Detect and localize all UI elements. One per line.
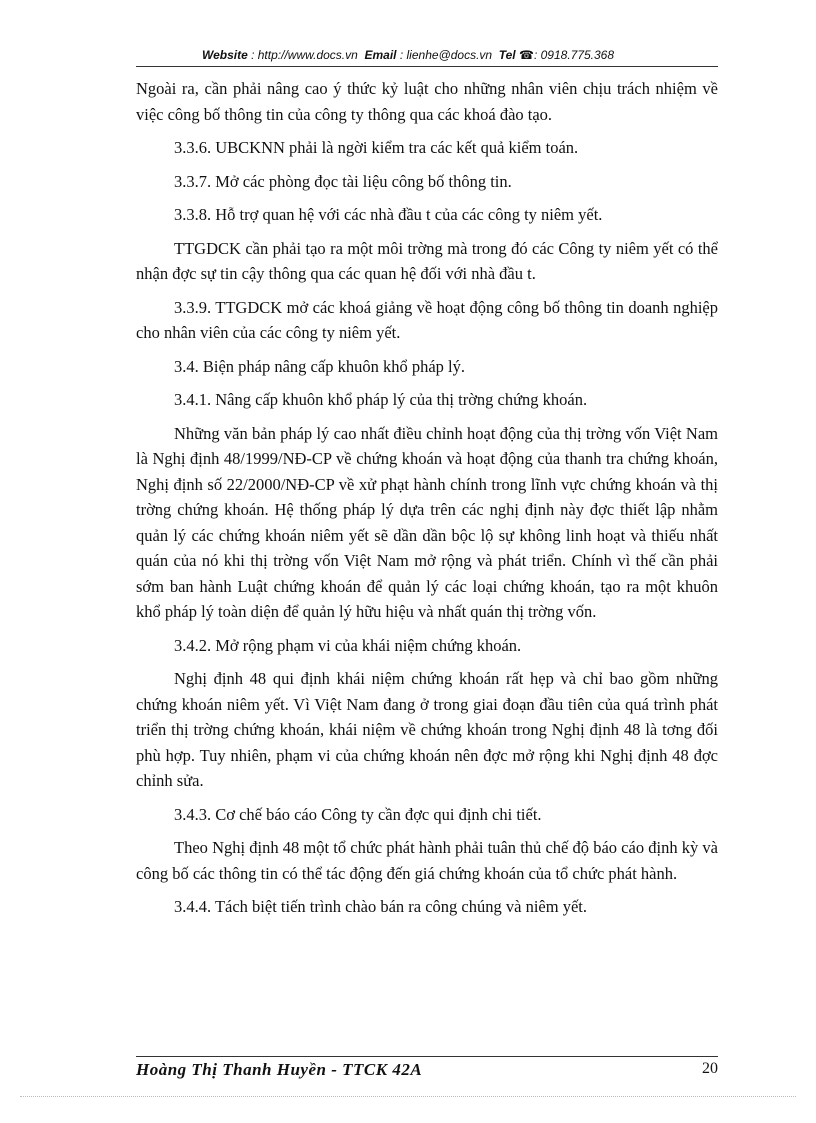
paragraph: 3.3.6. UBCKNN phải là ngời kiểm tra các kết quả kiểm toán. [174, 138, 579, 157]
paragraph: 3.3.9. TTGDCK mở các khoá giảng về hoạt động công bố thông tin doanh nghiệp cho nhân viên của các công ty niêm yết. [136, 297, 718, 342]
website-label: Website [201, 48, 248, 62]
email-value: : lienhe@docs.vn [399, 48, 493, 62]
paragraph: Ngoài ra, cần phải nâng cao ý thức kỷ luật cho những nhân viên chịu trách nhiệm về việc công bố thông tin của công ty thông qua các khoá đào tạo. [136, 79, 718, 124]
section-heading: 3.4.3. Cơ chế báo cáo Công ty cần đợc qui định chi tiết. [174, 804, 542, 824]
page-bottom-divider [20, 1096, 796, 1097]
phone-icon: ☎ [519, 48, 534, 62]
footer-author: Hoàng Thị Thanh Huyền - TTCK 42A [136, 1060, 423, 1079]
paragraph: TTGDCK cần phải tạo ra một môi trờng mà trong đó các Công ty niêm yết có thể nhận đợc sự tin cậy thông qua các quan hệ đối với nhà đầu t. [136, 238, 718, 283]
paragraph: 3.3.7. Mở các phòng đọc tài liệu công bố thông tin. [174, 171, 512, 191]
paragraph: Theo Nghị định 48 một tổ chức phát hành phải tuân thủ chế độ báo cáo định kỳ và công bố các thông tin có thể tác động đến giá chứng khoán của tổ chức phát hành. [136, 838, 718, 883]
section-heading: 3.4. Biện pháp nâng cấp khuôn khổ pháp lý. [174, 356, 465, 376]
paragraph: Những văn bản pháp lý cao nhất điều chỉnh hoạt động của thị trờng vốn Việt Nam là Nghị định 48/1999/NĐ-CP về chứng khoán và hoạt động của thanh tra chứng khoán, Nghị định số 22/2000/NĐ-CP về xử phạt hành chính trong lĩnh vực chứng khoán và thị trờng chứng khoán. Hệ thống pháp lý dựa trên các nghị định này đợc thiết lập nhằm quản lý các chứng khoán niêm yết sẽ dần dần bộc lộ sự không linh hoạt và thiếu nhất quán của nó khi thị trờng vốn Việt Nam mở rộng và phát triển. Chính vì thế cần phải sớm ban hành Luật chứng khoán để quản lý các loại chứng khoán, tạo ra một khuôn khổ pháp lý toàn diện để quản lý hữu hiệu và nhất quán thị trờng vốn. [136, 423, 718, 621]
section-heading: 3.4.2. Mở rộng phạm vi của khái niệm chứng khoán. [174, 635, 522, 655]
page-body [136, 76, 718, 928]
tel-value: : 0918.775.368 [533, 48, 615, 62]
header-rule [136, 66, 718, 67]
section-heading: 3.4.1. Nâng cấp khuôn khổ pháp lý của thị trờng chứng khoán. [174, 390, 588, 409]
page-header [0, 48, 816, 62]
paragraph: 3.3.8. Hỗ trợ quan hệ với các nhà đầu t của các công ty niêm yết. [174, 205, 603, 224]
paragraph: Nghị định 48 qui định khái niệm chứng khoán rất hẹp và chỉ bao gồm những chứng khoán niêm yết. Vì Việt Nam đang ở trong giai đoạn đầu tiên của quá trình phát triển thị trờng chứng khoán, khái niệm về chứng khoán trong Nghị định 48 là tơng đối phù hợp. Tuy nhiên, phạm vi của chứng khoán nên đợc mở rộng khi Nghị định 48 đợc chỉnh sửa. [136, 669, 718, 790]
website-value: : http://www.docs.vn [251, 48, 358, 62]
section-heading: 3.4.4. Tách biệt tiến trình chào bán ra công chúng và niêm yết. [174, 897, 587, 916]
page-number: 20 [702, 1060, 718, 1077]
footer-rule [136, 1056, 718, 1057]
tel-label: Tel [498, 48, 516, 62]
email-label: Email [364, 48, 397, 62]
